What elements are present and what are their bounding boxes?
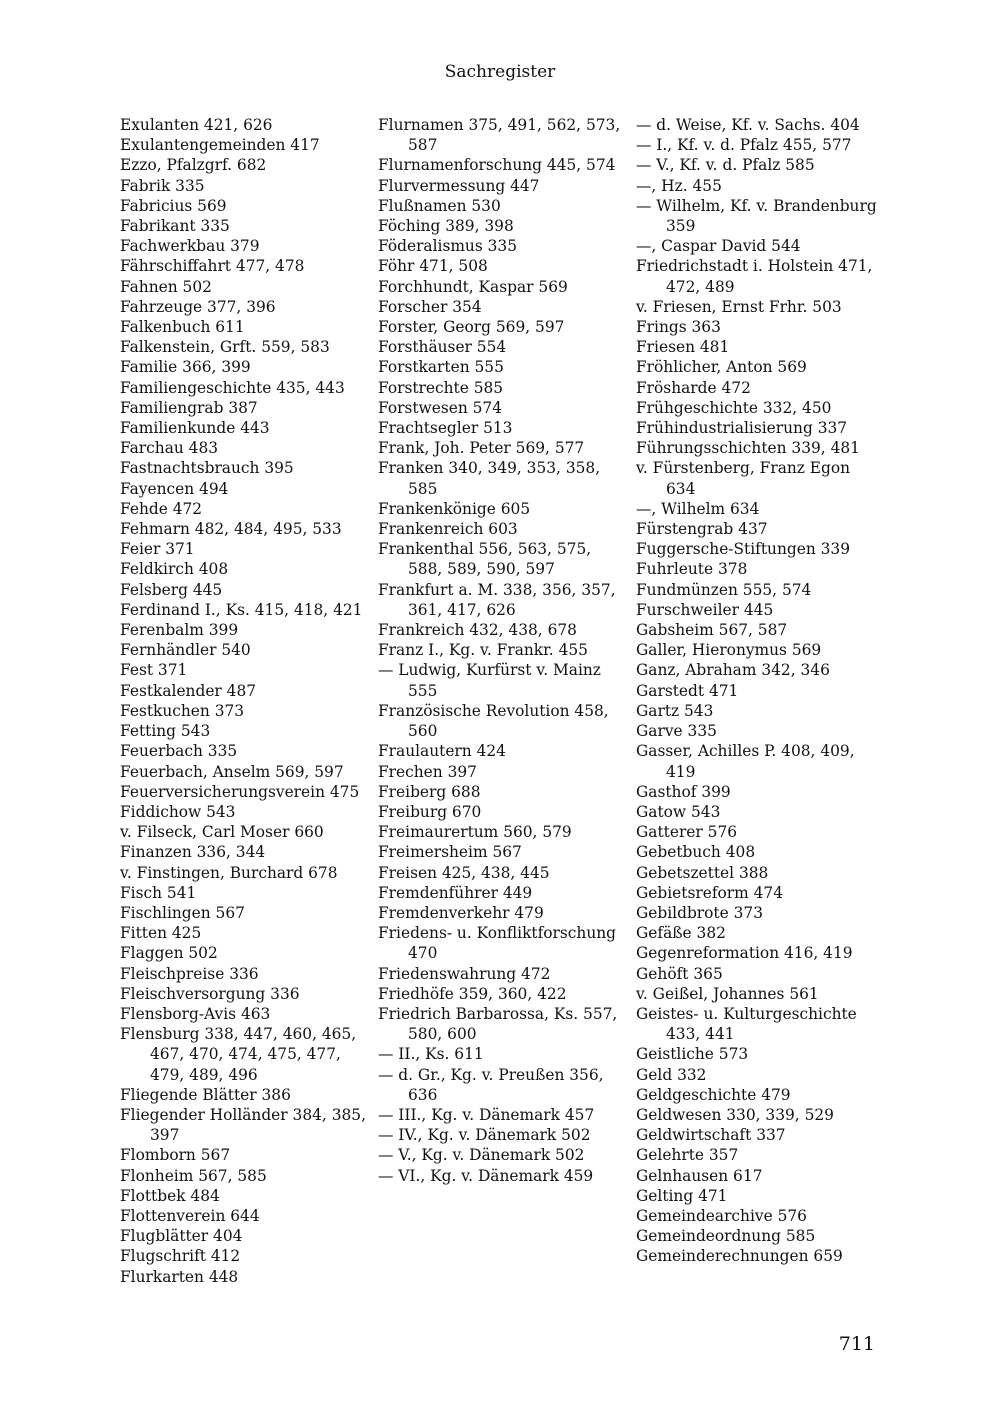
index-entry: — IV., Kg. v. Dänemark 502 [378, 1126, 591, 1145]
index-entry: Freisen 425, 438, 445 [378, 863, 550, 882]
page-number: 711 [838, 1333, 875, 1355]
index-entry: Ganz, Abraham 342, 346 [636, 661, 830, 680]
index-entry: Familie 366, 399 [120, 358, 251, 377]
index-entry: Fachwerkbau 379 [120, 237, 260, 256]
index-entry: Fuhrleute 378 [636, 560, 748, 579]
index-entry: v. Filseck, Carl Moser 660 [120, 823, 324, 842]
index-entry: Fleischpreise 336 [120, 964, 259, 983]
index-entry: Frechen 397 [378, 762, 477, 781]
index-entry: Gatow 543 [636, 802, 721, 821]
index-entry: Flurvermessung 447 [378, 176, 540, 195]
index-entry: — VI., Kg. v. Dänemark 459 [378, 1166, 594, 1185]
index-entry: Gegenreformation 416, 419 [636, 944, 853, 963]
index-entry: Feldkirch 408 [120, 560, 229, 579]
index-entry: Fabrik 335 [120, 176, 205, 195]
index-entry: Fernhändler 540 [120, 641, 251, 660]
index-entry: Fürstengrab 437 [636, 520, 768, 539]
index-entry: Föhr 471, 508 [378, 257, 488, 276]
index-entry: Freiberg 688 [378, 782, 481, 801]
index-entry: Frankenkönige 605 [378, 499, 531, 518]
index-entry: Fleischversorgung 336 [120, 984, 300, 1003]
index-entry: Flugblätter 404 [120, 1227, 243, 1246]
index-column-3 [636, 115, 884, 1267]
index-entry: — I., Kf. v. d. Pfalz 455, 577 [636, 136, 852, 155]
index-entry: Fährschiffahrt 477, 478 [120, 257, 305, 276]
index-entry: Fliegende Blätter 386 [120, 1085, 291, 1104]
index-entry: Fest 371 [120, 661, 188, 680]
index-entry: Freimaurertum 560, 579 [378, 823, 572, 842]
index-entry: Forscher 354 [378, 297, 482, 316]
index-entry: Gebildbrote 373 [636, 903, 763, 922]
index-entry: Flurnamenforschung 445, 574 [378, 156, 616, 175]
index-entry: Fröshard​e 472 [636, 378, 751, 397]
index-entry: — V., Kf. v. d. Pfalz 585 [636, 156, 815, 175]
index-entry: Fundmünzen 555, 574 [636, 580, 812, 599]
index-entry: Exulanten 421, 626 [120, 116, 273, 134]
index-entry: Führungsschichten 339, 481 [636, 439, 860, 458]
index-entry: Fabrikant 335 [120, 217, 230, 236]
index-entry: —, Caspar David 544 [636, 237, 801, 256]
index-entry: Fabricius 569 [120, 196, 227, 215]
index-entry: Feuerbach 335 [120, 742, 238, 761]
index-entry: Fehde 472 [120, 499, 203, 518]
index-entry: Geld 332 [636, 1065, 707, 1084]
index-column-2 [378, 115, 626, 1186]
index-entry: Freiburg 670 [378, 802, 482, 821]
index-entry: —, Wilhelm 634 [636, 499, 760, 518]
index-entry: v. Finstingen, Burchard 678 [120, 863, 338, 882]
index-entry: Fahrzeuge 377, 396 [120, 297, 276, 316]
index-entry: Geistes- u. Kulturgeschichte 433, 441 [636, 1004, 857, 1044]
index-entry: Flensburg 338, 447, 460, 465, 467, 470, 474, 475, 477, 479, 489, 496 [120, 1025, 357, 1084]
index-entry: Gemeindearchive 576 [636, 1206, 807, 1225]
index-entry: Fayencen 494 [120, 479, 229, 498]
index-entry: Gelnhausen 617 [636, 1166, 763, 1185]
index-entry: Galler, Hieronymus 569 [636, 641, 822, 660]
index-entry: Frankreich 432, 438, 678 [378, 621, 577, 640]
index-entry: Fastnachtsbrauch 395 [120, 459, 294, 478]
index-entry: Garve 335 [636, 722, 717, 741]
index-entry: Gebetszettel 388 [636, 863, 769, 882]
index-entry: Friedens- u. Konfliktforschung 470 [378, 924, 617, 963]
index-entry: Ferdinand I., Ks. 415, 418, 421 [120, 600, 363, 619]
index-entry: Föderalismus 335 [378, 237, 518, 256]
index-entry: v. Geißel, Johannes 561 [636, 984, 819, 1003]
index-entry: — II., Ks. 611 [378, 1045, 484, 1064]
index-entry: Friedrichstadt i. Holstein 471, 472, 489 [636, 257, 873, 296]
index-entry: Fremdenverkehr 479 [378, 903, 544, 922]
index-entry: Forchhundt, Kaspar 569 [378, 277, 568, 296]
index-entry: v. Friesen, Ernst Frhr. 503 [636, 297, 842, 316]
index-entry: Französische Revolution 458, 560 [378, 701, 609, 741]
index-entry: Forstrechte 585 [378, 378, 504, 397]
index-entry: Forstwesen 574 [378, 398, 503, 417]
index-entry: Falkenstein, Grft. 559, 583 [120, 338, 330, 357]
index-entry: Falkenbuch 611 [120, 318, 245, 337]
index-entry: Felsberg 445 [120, 580, 223, 599]
index-entry: Ezzo, Pfalzgrf. 682 [120, 156, 267, 175]
index-entry: — Wilhelm, Kf. v. Brandenburg 359 [636, 196, 877, 236]
index-entry: Fischlingen 567 [120, 903, 245, 922]
index-entry: Gabsheim 567, 587 [636, 621, 788, 640]
index-entry: Gelehrte 357 [636, 1146, 739, 1165]
index-entry: Friedenswahrung 472 [378, 964, 551, 983]
index-entry: Flurkarten 448 [120, 1267, 239, 1286]
index-entry: Fuggersche-Stiftungen 339 [636, 540, 850, 559]
index-entry: — Ludwig, Kurfürst v. Mainz 555 [378, 661, 601, 700]
index-entry: Frachtsegler 513 [378, 419, 513, 438]
index-entry: Familiengeschichte 435, 443 [120, 378, 345, 397]
index-entry: Geldwirtschaft 337 [636, 1126, 786, 1145]
index-entry: Fehmarn 482, 484, 495, 533 [120, 520, 342, 539]
index-entry: Flaggen 502 [120, 944, 218, 963]
index-entry: Fetting 543 [120, 722, 211, 741]
index-entry: Feuerbach, Anselm 569, 597 [120, 762, 344, 781]
index-entry: Feier 371 [120, 540, 195, 559]
index-entry: — d. Weise, Kf. v. Sachs. 404 [636, 116, 860, 134]
index-entry: Furschweiler 445 [636, 600, 774, 619]
index-entry: Frankfurt a. M. 338, 356, 357, 361, 417, 626 [378, 580, 616, 619]
index-entry: Flugschrift 412 [120, 1247, 241, 1266]
index-entry: Gebietsreform 474 [636, 883, 784, 902]
index-entry: Flußnamen 530 [378, 196, 501, 215]
index-entry: Festkuchen 373 [120, 701, 245, 720]
index-entry: Flonheim 567, 585 [120, 1166, 267, 1185]
page-title: Sachregister [444, 62, 556, 82]
index-entry: Gehöft 365 [636, 964, 723, 983]
index-entry: Forster, Georg 569, 597 [378, 318, 565, 337]
index-entry: — d. Gr., Kg. v. Preußen 356, 636 [378, 1065, 604, 1104]
index-entry: Geistliche 573 [636, 1045, 749, 1064]
index-entry: —, Hz. 455 [636, 176, 722, 195]
index-entry: Frank, Joh. Peter 569, 577 [378, 439, 585, 458]
index-entry: Franken 340, 349, 353, 358, 585 [378, 459, 601, 498]
index-entry: Fiddichow 543 [120, 802, 236, 821]
index-entry: Fisch 541 [120, 883, 197, 902]
index-entry: Gatterer 576 [636, 823, 738, 842]
index-entry: Franz I., Kg. v. Frankr. 455 [378, 641, 588, 660]
index-entry: Fröhlicher, Anton 569 [636, 358, 807, 377]
index-entry: Familiengrab 387 [120, 398, 258, 417]
index-entry: Frings 363 [636, 318, 721, 337]
index-entry: Fahnen 502 [120, 277, 212, 296]
index-entry: Freimersheim 567 [378, 843, 522, 862]
index-entry: v. Fürstenberg, Franz Egon 634 [636, 459, 851, 498]
index-entry: Garstedt 471 [636, 681, 739, 700]
index-entry: Friedhöfe 359, 360, 422 [378, 984, 567, 1003]
index-entry: Feuerversicherungsverein 475 [120, 782, 360, 801]
index-entry: Exulantengemeinden 417 [120, 136, 320, 155]
index-entry: Forsthäuser 554 [378, 338, 507, 357]
index-entry: Friedrich Barbarossa, Ks. 557, 580, 600 [378, 1004, 618, 1044]
index-entry: Gebetbuch 408 [636, 843, 756, 862]
index-entry: Fremdenführer 449 [378, 883, 533, 902]
index-entry: Fliegender Holländer 384, 385, 397 [120, 1105, 366, 1145]
index-entry: Frühindustrialisierung 337 [636, 419, 848, 438]
index-entry: Gasser, Achilles P. 408, 409, 419 [636, 742, 855, 781]
index-entry: Flottenverein 644 [120, 1206, 260, 1225]
index-entry: Föching 389, 398 [378, 217, 514, 236]
index-entry: Flurnamen 375, 491, 562, 573, 587 [378, 116, 621, 155]
index-entry: Farchau 483 [120, 439, 219, 458]
index-entry: Gartz 543 [636, 701, 714, 720]
index-entry: Forstkarten 555 [378, 358, 504, 377]
index-entry: Finanzen 336, 344 [120, 843, 266, 862]
index-entry: — III., Kg. v. Dänemark 457 [378, 1105, 595, 1124]
index-entry: Fitten 425 [120, 924, 202, 943]
index-entry: Ferenbalm 399 [120, 621, 239, 640]
index-entry: Geldwesen 330, 339, 529 [636, 1105, 834, 1124]
index-entry: Gasthof 399 [636, 782, 731, 801]
index-entry: Flomborn 567 [120, 1146, 231, 1165]
index-entry: Frühgeschichte 332, 450 [636, 398, 832, 417]
index-entry: Gemeindeordnung 585 [636, 1227, 816, 1246]
index-entry: Gelting 471 [636, 1186, 728, 1205]
index-entry: Gemeinderechnungen 659 [636, 1247, 843, 1266]
index-entry: Frankenthal 556, 563, 575, 588, 589, 590, 597 [378, 540, 592, 579]
index-entry: Geldgeschichte 479 [636, 1085, 791, 1104]
index-entry: Friesen 481 [636, 338, 730, 357]
index-entry: — V., Kg. v. Dänemark 502 [378, 1146, 585, 1165]
index-entry: Flottbek 484 [120, 1186, 220, 1205]
index-entry: Frankenreich 603 [378, 520, 518, 539]
index-entry: Familienkunde 443 [120, 419, 270, 438]
index-entry: Festkalender 487 [120, 681, 257, 700]
index-entry: Fraulautern 424 [378, 742, 506, 761]
index-entry: Gefäße 382 [636, 924, 726, 943]
index-entry: Flensborg-Avis 463 [120, 1004, 271, 1023]
index-column-1 [120, 115, 368, 1287]
